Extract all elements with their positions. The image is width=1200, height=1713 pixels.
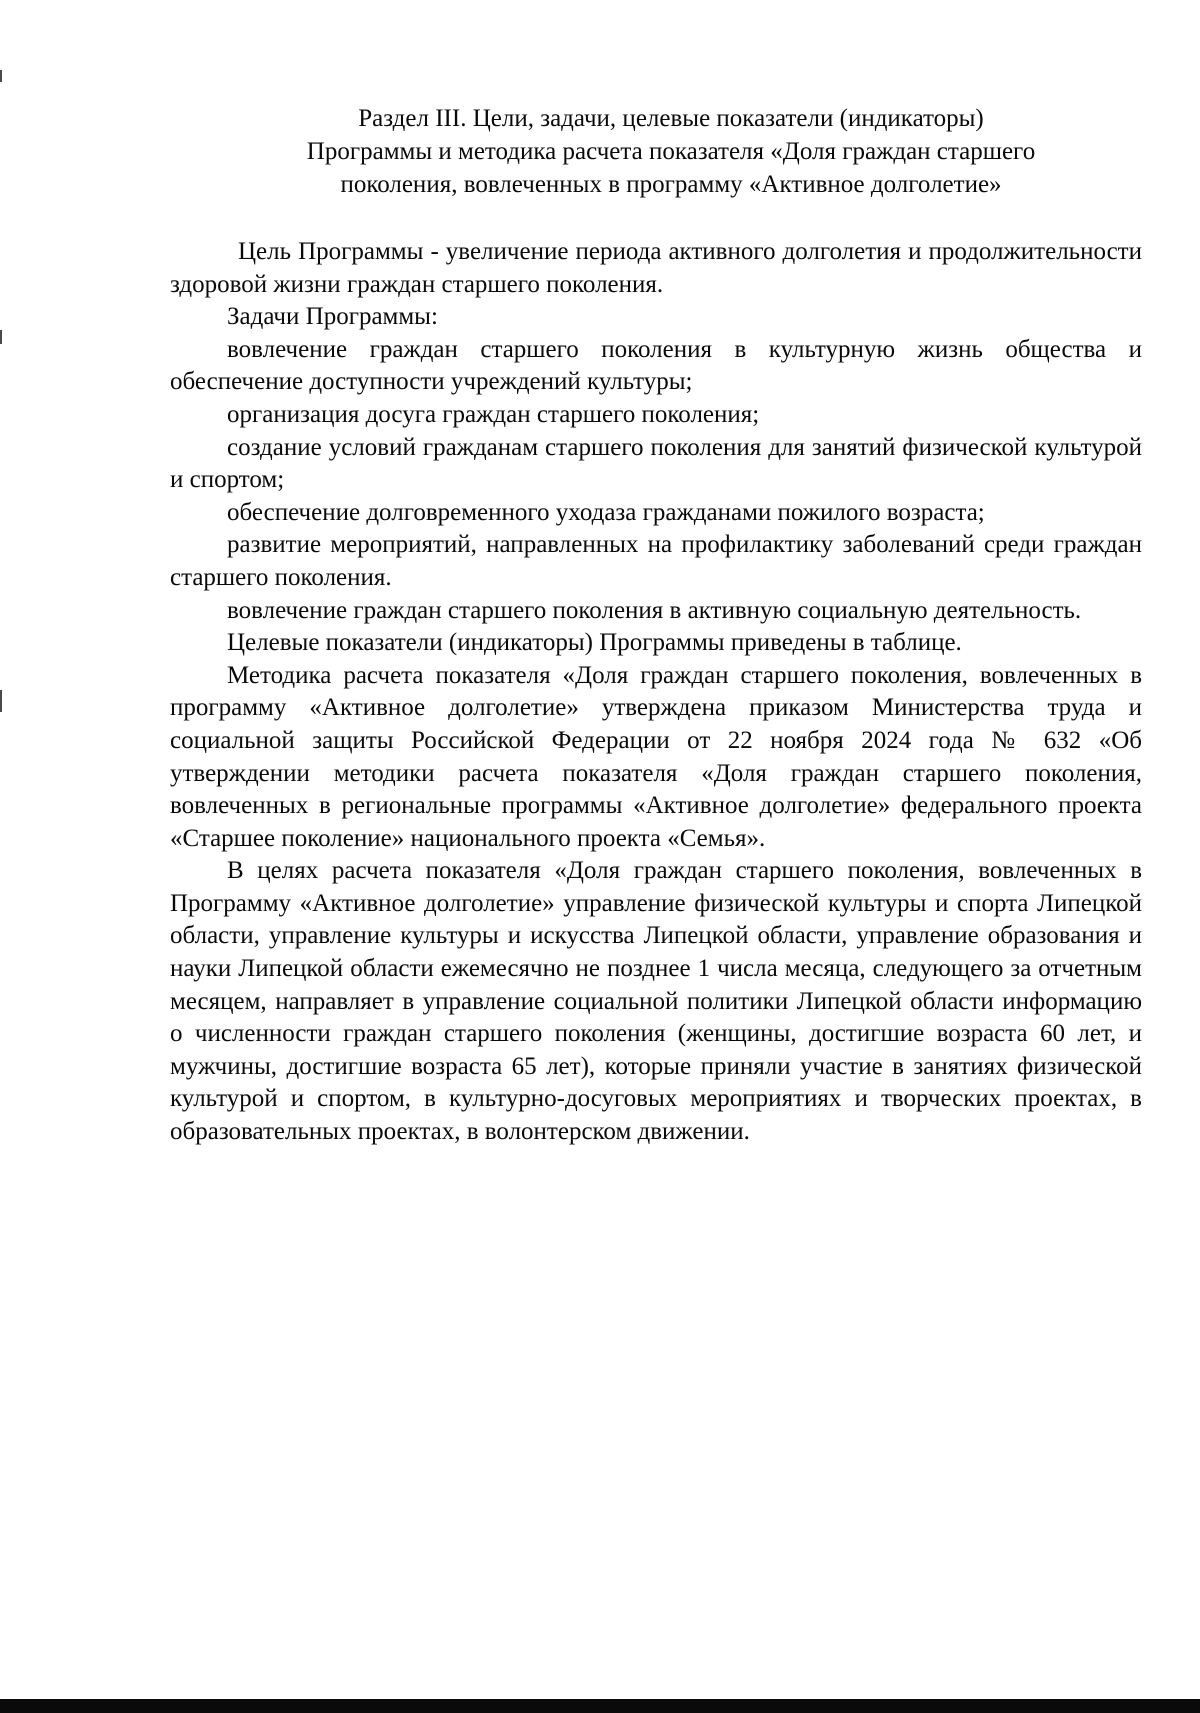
methodology-paragraph: Методика расчета показателя «Доля граждан старшего поколения, вовлеченных в программу «Активное долголетие» утверждена приказом Министерства труда и социальной защиты Российской Федерации от 22 ноября 2024 года № 632 «Об утверждении методики расчета показателя «Доля граждан старшего поколения, вовлеченных в региональные программы «Активное долголетие» федерального проекта «Старшее поколение» национального проекта «Семья». bbox=[170, 661, 1142, 852]
scan-edge-mark bbox=[0, 690, 2, 712]
scan-bottom-edge bbox=[0, 1699, 1200, 1713]
task-item: развитие мероприятий, направленных на профилактику заболеваний среди граждан старшего поколения. bbox=[170, 531, 1142, 591]
task-item: организация досуга граждан старшего поколения; bbox=[227, 400, 760, 428]
heading-line: Программы и методика расчета показателя «Доля граждан старшего bbox=[306, 138, 1036, 165]
scan-edge-mark bbox=[0, 70, 2, 82]
task-item: обеспечение долговременного уходаза гражданами пожилого возраста; bbox=[227, 498, 985, 526]
section-heading bbox=[170, 102, 1172, 201]
tasks-heading: Задачи Программы: bbox=[227, 303, 438, 331]
scan-edge-mark bbox=[0, 330, 2, 344]
task-item: вовлечение граждан старшего поколения в культурную жизнь общества и обеспечение доступности учреждений культуры; bbox=[170, 335, 1142, 396]
document-body bbox=[170, 236, 1142, 1149]
calculation-paragraph: В целях расчета показателя «Доля граждан старшего поколения, вовлеченных в Программу «Активное долголетие» управление физической культуры и спорта Липецкой области, управление культуры и искусства Липецкой области, управление образования и науки Липецкой области ежемесячно не позднее 1 числа месяца, следующего за отчетным месяцем, направляет в управление социальной политики Липецкой области информацию о численности граждан старшего поколения (женщины, достигшие возраста 60 лет, и мужчины, достигшие возраста 65 лет), которые приняли участие в занятиях физической культурой и спортом, в культурно-досуговых мероприятиях и творческих проектах, в образовательных проектах, в волонтерском движении. bbox=[170, 857, 1142, 1146]
indicators-paragraph: Целевые показатели (индикаторы) Программы приведены в таблице. bbox=[227, 629, 962, 657]
heading-line: поколения, вовлеченных в программу «Активное долголетие» bbox=[340, 171, 1002, 198]
heading-line: Раздел III. Цели, задачи, целевые показатели (индикаторы) bbox=[358, 105, 984, 132]
task-item: вовлечение граждан старшего поколения в активную социальную деятельность. bbox=[227, 596, 1082, 624]
task-item: создание условий гражданам старшего поколения для занятий физической культурой и спортом; bbox=[170, 433, 1142, 494]
goal-paragraph: Цель Программы - увеличение периода активного долголетия и продолжительности здоровой жизни граждан старшего поколения. bbox=[170, 238, 1142, 298]
